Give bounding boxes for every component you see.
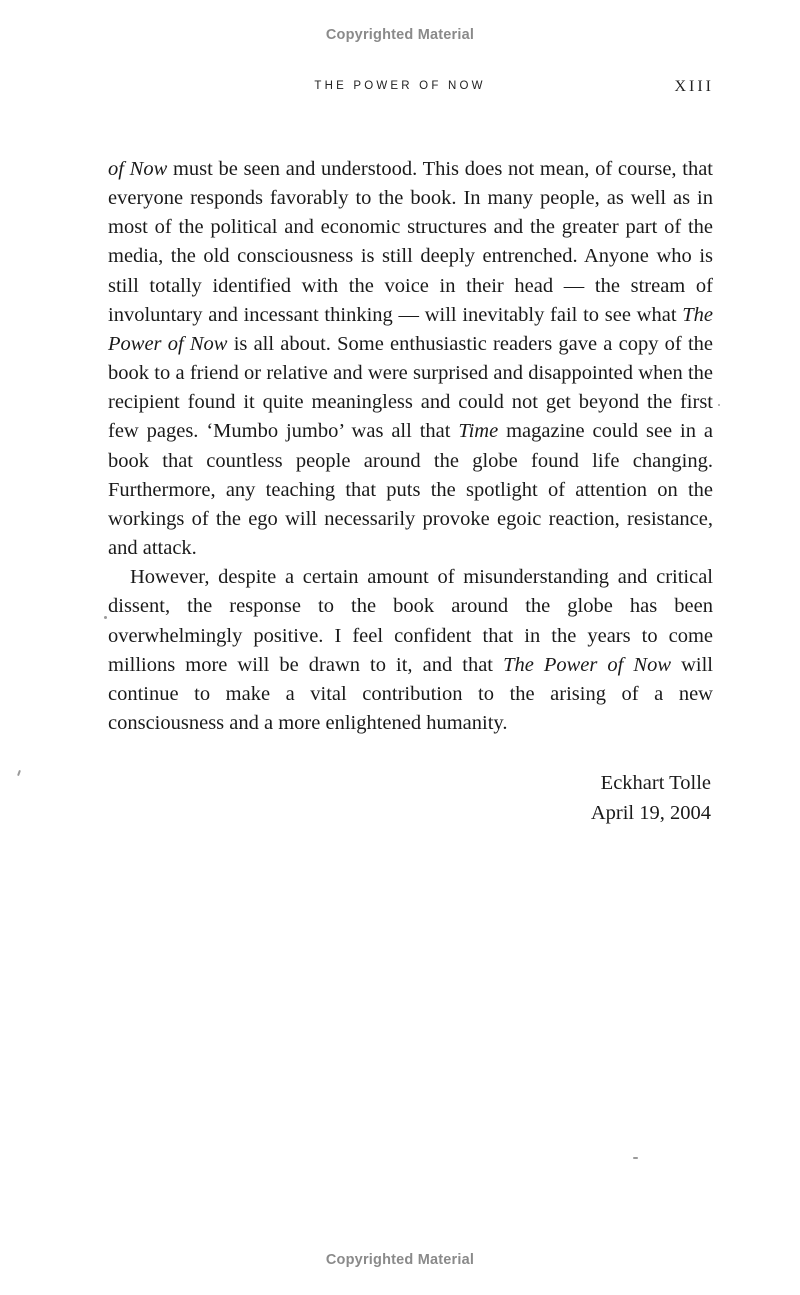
paragraph-1-text-b: is all about. Some enthusiastic readers gave a copy of the book to a friend or relative and were surprised and disappointed when the recipient found it quite meaningless and could not get beyond the first few pages. ‘Mumbo jumbo’ was all that [108, 332, 713, 443]
signature-block [591, 769, 711, 828]
scan-speck [17, 770, 21, 776]
body-text [108, 155, 713, 738]
book-title-italic: The Power of Now [503, 653, 672, 676]
copyright-watermark-top: Copyrighted Material [325, 27, 475, 43]
signature-date: April 19, 2004 [590, 801, 711, 824]
scan-speck [633, 1157, 638, 1159]
paragraph-1 [108, 155, 713, 563]
book-title-italic: of Now [108, 158, 168, 180]
scan-speck [104, 616, 107, 619]
author-name: Eckhart Tolle [600, 772, 711, 794]
scan-speck [718, 404, 720, 406]
copyright-watermark-bottom: Copyrighted Material [325, 1252, 475, 1268]
paragraph-2 [108, 563, 713, 738]
paragraph-2-text-a: However, despite a certain amount of misunderstanding and critical dissent, the response to the book around the globe has been overwhelmingly positive. I feel confident that in the years to come millions more will be drawn to it, and that [108, 566, 713, 676]
running-head-title: THE POWER OF NOW [314, 80, 486, 92]
page-number: XIII [674, 78, 714, 95]
paragraph-1-text-c: magazine could see in a book that countless people around the globe found life changing. Furthermore, any teaching that puts the spotlight of attention on the workings of the ego will necessarily provoke egoic reaction, resistance, and attack. [108, 420, 713, 560]
paragraph-1-text-a: must be seen and understood. This does not mean, of course, that everyone responds favorably to the book. In many people, as well as in most of the political and economic structures and the greater part of the media, the old consciousness is still deeply entrenched. Anyone who is still totally identified with the voice in their head — the stream of involuntary and incessant thinking — will inevitably fail to see what [108, 158, 713, 326]
magazine-title-italic: Time [458, 420, 499, 443]
paragraph-2-text-b: will continue to make a vital contribution to the arising of a new consciousness and a more enlightened humanity. [108, 653, 713, 734]
book-title-italic: The Power of Now [108, 303, 713, 355]
